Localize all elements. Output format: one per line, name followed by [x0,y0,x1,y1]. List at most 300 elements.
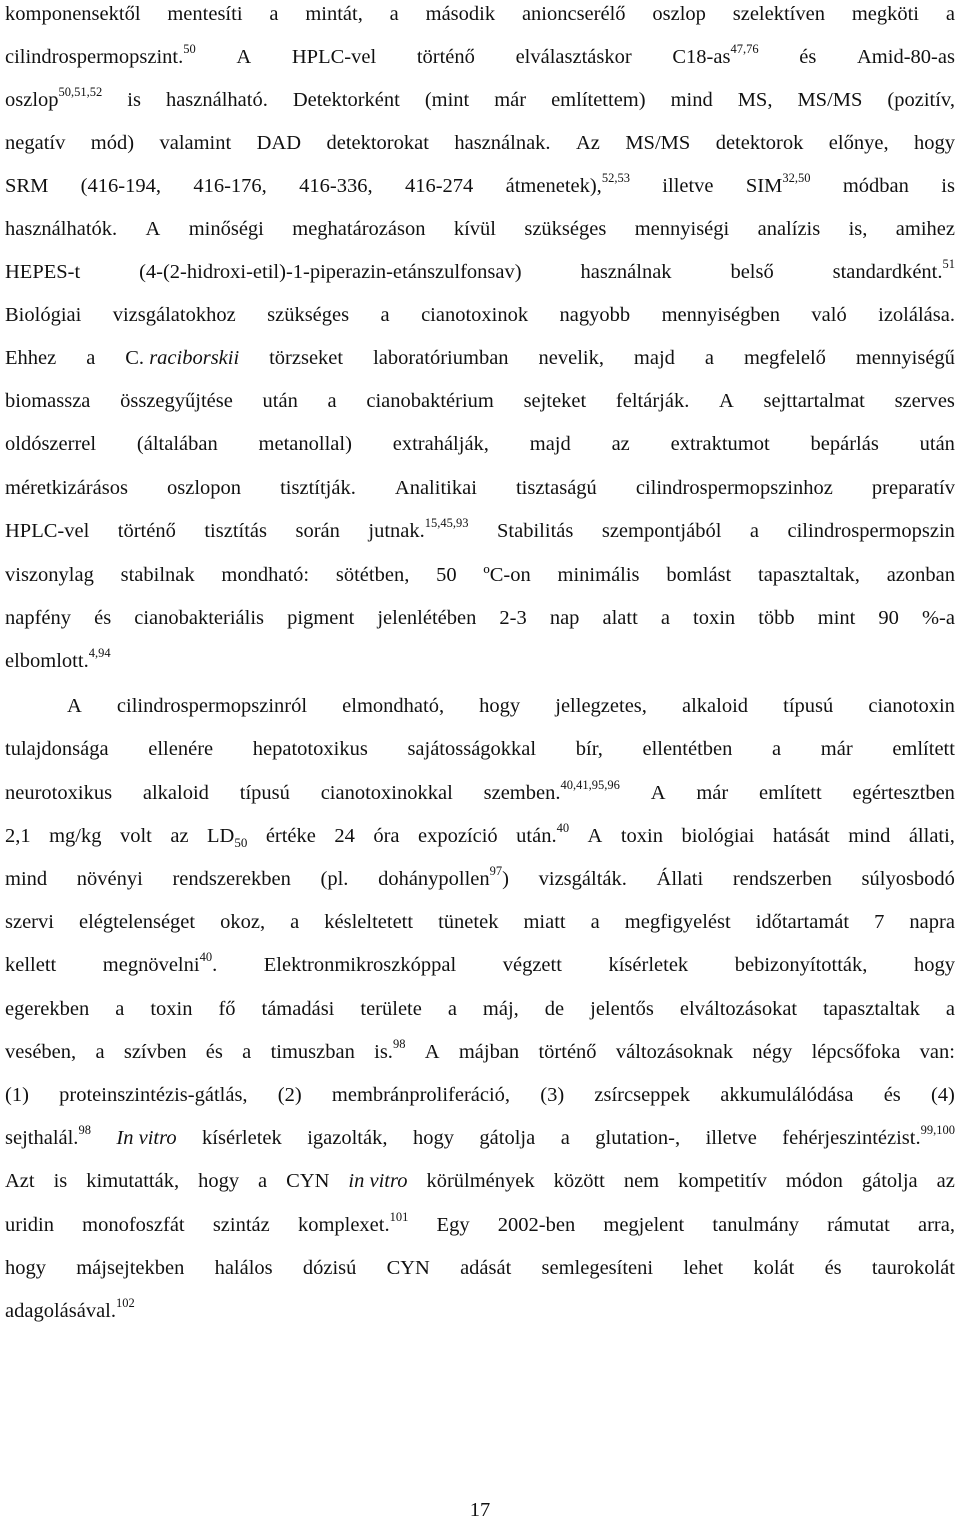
word: arra, [917,1214,955,1236]
word: jelenlétében [377,607,477,629]
word: történő [117,520,176,542]
word: extraktumot [670,433,770,455]
text-line [5,1124,955,1152]
word: A [650,782,666,804]
citation-superscript: 32,50 [782,171,811,186]
word: dózisú [302,1257,357,1279]
word: (4) [930,1084,955,1106]
word: A [236,46,252,68]
word: Elektronmikroszkóppal [263,954,457,976]
word: egértesztben [852,782,955,804]
word: és [94,607,112,629]
word: végzett [502,954,562,976]
word: hepatotoxikus [252,738,368,760]
text-line [5,647,955,675]
word: használhatók. [5,218,118,240]
text-line [5,517,955,545]
citation-superscript: 4,94 [88,646,111,661]
word: alkaloid [142,782,209,804]
word: átmenetek),$^{52,53}$ [505,171,630,197]
word: használnak [580,261,672,283]
word: mintát, [305,3,363,25]
word: bepárlás [810,433,879,455]
word: támadási [261,998,335,1020]
word: (3) [540,1084,565,1106]
word: ellentétben [642,738,733,760]
word: cianobaktérium [366,390,494,412]
word: azonban [886,564,955,586]
word: miatt [523,911,566,933]
word: a [389,3,399,25]
text-line [5,1211,955,1239]
word: a [269,3,279,25]
text-line [5,995,955,1023]
word: Amid-80-as [857,46,955,68]
text-line [5,1167,955,1195]
word: in vitro [348,1170,408,1192]
word: tapasztaltak, [758,564,860,586]
word: sejthalál.$^{98}$ [5,1123,91,1149]
word: módban [842,175,909,197]
word: meghatározáson [292,218,426,240]
text-line [5,951,955,979]
word: 416-176, [193,175,267,197]
word: rendszerben [732,868,832,890]
text-line [5,908,955,936]
word: cilindrospermopszinhoz [635,477,833,499]
word: kívül [453,218,496,240]
word: metanollal) [258,433,352,455]
word: való [811,304,847,326]
word: illetve [662,175,714,197]
word: a [258,1170,268,1192]
word: kimutatták, [86,1170,180,1192]
word: elváltozásokat [679,998,798,1020]
word: stabilnak [120,564,195,586]
text-line [5,172,955,200]
word: körülmények [426,1170,535,1192]
text-line [5,735,955,763]
word: adagolásával.$^{102}$ [5,1296,135,1322]
text-line [5,430,955,458]
word: MS/MS [797,89,863,111]
word: és [824,1257,842,1279]
word: (1) [5,1084,29,1106]
word: halálos [214,1257,273,1279]
word: expozíció [417,825,498,847]
word: SRM [5,175,49,197]
word: oszlop [652,3,706,25]
word: mind [670,89,713,111]
word: változásoknak [615,1041,734,1063]
word: bebizonyították, [734,954,868,976]
word: hogy [5,1257,46,1279]
word: detektorok [715,132,804,154]
word: és [799,46,817,68]
word: fehérjeszintézist.$^{99,100}$ [782,1123,955,1149]
word: majd [633,347,675,369]
word: bomlást [666,564,732,586]
word: után.$^{40}$ [516,821,570,847]
word: laboratóriumban [373,347,509,369]
word: viszonylag [5,564,94,586]
word: hogy [913,954,955,976]
word: napra [909,911,955,933]
word: extrahálják, [392,433,489,455]
text-line [5,1038,955,1066]
word: negatív [5,132,66,154]
word: említett [892,738,955,760]
word: tisztaságú [515,477,597,499]
word: jelentős [590,998,654,1020]
word: cilindrospermopszinról [116,695,308,717]
citation-superscript: 47,76 [730,42,759,57]
word: méretkizárásos [5,477,128,499]
word: alkaloid [682,695,749,717]
word: uridin [5,1214,54,1236]
text-line [5,0,955,28]
word: volt [119,825,152,847]
word: a [660,607,670,629]
word: hogy [412,1127,454,1149]
word: 24 [334,825,355,847]
word: a [560,1127,570,1149]
word: állati, [908,825,955,847]
word: tapasztaltak [823,998,920,1020]
word: is, [848,218,868,240]
word: tisztítják. [280,477,356,499]
word: C. raciborskii [125,347,240,369]
word: illetve [705,1127,757,1149]
citation-superscript: 50,51,52 [58,85,103,100]
word: standardként.$^{51}$ [832,257,955,283]
word: 50 [436,564,457,586]
word: (2) [277,1084,302,1106]
citation-superscript: 40,41,95,96 [560,778,620,793]
word: minőségi [188,218,264,240]
word: rámutat [827,1214,890,1236]
word: a [242,1041,252,1063]
word: során [295,520,340,542]
word: óra [373,825,400,847]
text-line [5,1254,955,1282]
word: A [587,825,603,847]
citation-superscript: 101 [389,1210,409,1225]
text-line [5,86,955,114]
word: szívben [123,1041,187,1063]
text-line [5,604,955,632]
text-line [5,43,955,71]
word: HPLC-vel [291,46,377,68]
word: MS/MS [625,132,691,154]
word: cianotoxin [868,695,955,717]
word: mennyiségű [855,347,955,369]
word: taurokolát [871,1257,955,1279]
word: szükséges [267,304,350,326]
word: és [205,1041,223,1063]
word: használható. [165,89,268,111]
citation-superscript: 98 [78,1123,91,1138]
word: már [494,89,527,111]
word: ellenére [148,738,214,760]
word: preparatív [871,477,955,499]
word: időtartamát [755,911,850,933]
word: mg/kg [49,825,102,847]
word: feltárják. [615,390,690,412]
word: oszlopon [167,477,242,499]
citation-superscript: 102 [116,1296,135,1311]
word: gátolja [861,1170,918,1192]
word: analízis [757,218,821,240]
word: cianobakteriális [134,607,265,629]
word: 7 [874,911,885,933]
word: területe [360,998,422,1020]
word: cianotoxinokkal [320,782,453,804]
word: CYN [286,1170,330,1192]
word: pigment [287,607,355,629]
page-number: 17 [469,1499,491,1521]
word: van: [919,1041,955,1063]
text-line [5,692,955,720]
word: szemben.$^{40,41,95,96}$ [483,778,620,804]
word: A [719,390,734,412]
word: CYN [386,1257,430,1279]
word: kolát [753,1257,795,1279]
word: a [590,911,600,933]
word: majd [529,433,571,455]
word: a [95,1041,105,1063]
word: sejttartalmat [763,390,865,412]
word: típusú [783,695,834,717]
word: monofoszfát [82,1214,185,1236]
word: cilindrospermopszint.$^{50}$ [5,42,196,68]
word: második [425,3,496,25]
word: Azt [5,1170,35,1192]
word: is [941,175,955,197]
word: előnye, [828,132,889,154]
word: kísérletek [202,1127,282,1149]
word: a [380,304,390,326]
word: cianotoxinok [421,304,529,326]
citation-superscript: 40 [199,950,213,965]
word: vizsgálták. [538,868,627,890]
word: már [820,738,853,760]
word: és [883,1084,901,1106]
word: adását [460,1257,512,1279]
word: jellegzetes, [555,695,647,717]
word: megnövelni$^{40}$. [102,950,218,976]
word: komplexet.$^{101}$ [297,1210,409,1236]
word: toxin [693,607,736,629]
word: a [772,738,782,760]
word: detektorokat [326,132,429,154]
word: toxin [150,998,193,1020]
word: használnak. [454,132,551,154]
word: tisztítás [204,520,267,542]
word: C18-as$^{47,76}$ [672,42,759,68]
word: 2-3 [499,607,527,629]
word: Detektorként [292,89,400,111]
word: késleltetett [324,911,414,933]
word: több [758,607,795,629]
word: az [170,825,189,847]
word: biomassza [5,390,91,412]
word: nagyobb [559,304,631,326]
word: hogy [198,1170,240,1192]
word: bír, [575,738,603,760]
word: elválasztáskor [515,46,632,68]
word: törzseket [269,347,344,369]
word: elbomlott.$^{4,94}$ [5,646,111,672]
word: de [544,998,565,1020]
word: a [447,998,457,1020]
text-line [5,474,955,502]
citation-superscript: 15,45,93 [424,516,469,531]
word: sajátosságokkal [407,738,537,760]
word: Ehhez [5,347,57,369]
citation-superscript: 98 [392,1037,406,1052]
text-line [5,561,955,589]
text-line [5,865,955,893]
word: zsírcseppek [594,1084,691,1106]
word: a [327,390,337,412]
word: oldószerrel [5,433,97,455]
word: oszlop$^{50,51,52}$ [5,85,103,111]
word: timuszban [270,1041,355,1063]
word: kellett [5,954,57,976]
word: megfelelő [743,347,826,369]
word: nem [623,1170,660,1192]
citation-superscript: 97 [489,864,503,879]
word: összegyűjtése [120,390,233,412]
word: májban [458,1041,520,1063]
word: tünetek [438,911,499,933]
word: is [53,1170,68,1192]
word: a [704,347,714,369]
word: Állati [656,868,704,890]
word: súlyosbodó [861,868,955,890]
word: történő [416,46,475,68]
word: Stabilitás [497,520,574,542]
word: Egy [436,1214,470,1236]
word: (416-194, [80,175,161,197]
text-line [5,387,955,415]
word: mennyiségben [661,304,780,326]
word: elmondható, [342,695,445,717]
word: (4-(2-hidroxi-etil)-1-piperazin-etánszulfonsav) [139,261,522,283]
word: megköti [851,3,919,25]
word: vesében, [5,1041,77,1063]
text-line [5,779,955,807]
word: mód) [90,132,135,154]
word: hatását [772,825,830,847]
word: napfény [5,607,72,629]
word: (mint [424,89,470,111]
word: a [86,347,96,369]
word: membránproliferáció, [331,1084,511,1106]
word: toxin [620,825,663,847]
word: tanulmány [712,1214,799,1236]
word: is [127,89,141,111]
word: történő [538,1041,597,1063]
word: a [945,998,955,1020]
word: HEPES-t [5,261,81,283]
word: nap [549,607,580,629]
word: Az [575,132,600,154]
word: valamint [159,132,232,154]
word: tulajdonsága [5,738,109,760]
word: után [919,433,955,455]
citation-superscript: 50 [183,42,196,57]
word: mind [848,825,891,847]
text-line [5,1081,955,1109]
citation-superscript: 52,53 [601,171,630,186]
word: 416-336, [299,175,373,197]
word: izolálása. [878,304,955,326]
word: az [936,1170,955,1192]
word: szerves [894,390,955,412]
word: a [945,3,955,25]
text-line [5,1297,955,1325]
word: A [424,1041,440,1063]
word: jutnak.$^{15,45,93}$ [368,516,469,542]
word: (pl. [320,868,349,890]
word: minimális [557,564,640,586]
word: a [749,520,760,542]
word: DAD [256,132,302,154]
word: komponensektől [5,3,141,25]
word: szelektíven [732,3,825,25]
word: belső [730,261,774,283]
word: módon [785,1170,843,1192]
word: $LD_{50}$ [207,825,248,851]
word: említett [759,782,822,804]
text-line [5,129,955,157]
word: mint [817,607,856,629]
word: 2002-ben [497,1214,576,1236]
text-line [5,301,955,329]
word: típusú [239,782,290,804]
word: májsejtekben [76,1257,185,1279]
document-page [5,0,955,1521]
word: a [115,998,125,1020]
word: elégtelenséget [78,911,196,933]
word: igazolták, [307,1127,388,1149]
word: szintáz [212,1214,270,1236]
word: hogy [479,695,521,717]
word: sejteket [523,390,587,412]
word: neurotoxikus [5,782,113,804]
word: proteinszintézis-gátlás, [59,1084,248,1106]
word: In vitro [116,1127,177,1149]
word: hogy [914,132,955,154]
word: 2,1 [5,825,31,847]
word: is.$^{98}$ [374,1037,406,1063]
word: dohánypollen$^{97}$) [378,864,509,890]
word: mondható: [221,564,310,586]
word: HPLC-vel [5,520,90,542]
text-line [5,258,955,286]
word: mentesíti [167,3,243,25]
word: megjelent [603,1214,685,1236]
word: növényi [76,868,143,890]
citation-superscript: 99,100 [920,1123,955,1138]
word: szempontjából [601,520,722,542]
word: sötétben, [335,564,410,586]
subscript: 50 [234,835,248,851]
word: anioncserélő [521,3,626,25]
word: között [553,1170,605,1192]
